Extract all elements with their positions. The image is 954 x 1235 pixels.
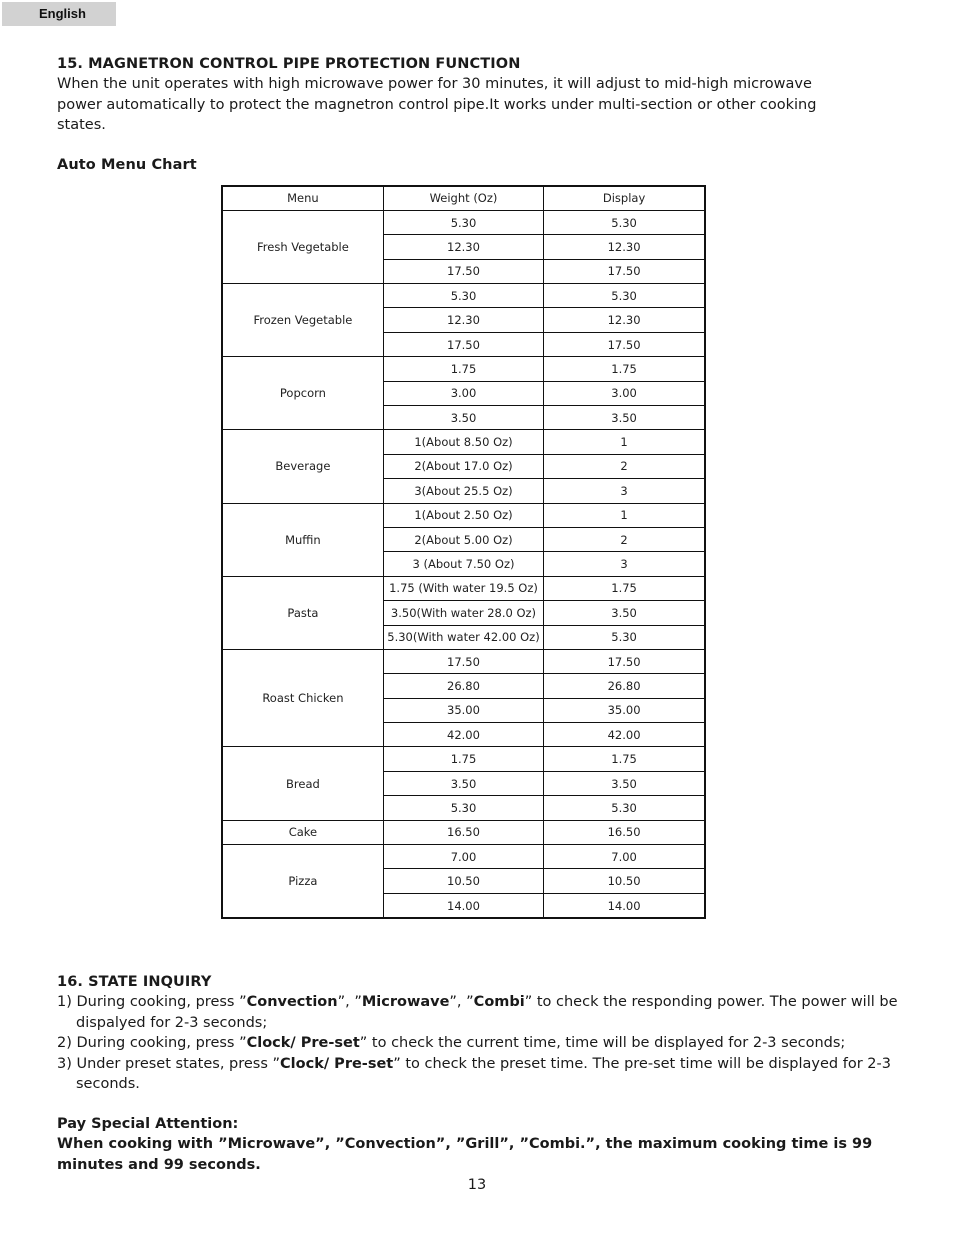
display-cell: 3 xyxy=(544,479,705,503)
menu-name-cell: Bread xyxy=(222,747,383,820)
table-row xyxy=(222,845,705,869)
display-cell: 10.50 xyxy=(544,869,705,893)
weight-cell: 3.50(With water 28.0 Oz) xyxy=(383,601,543,625)
weight-cell: 3.00 xyxy=(383,381,543,405)
menu-name-cell: Pasta xyxy=(222,576,383,649)
display-cell: 5.30 xyxy=(544,284,705,308)
display-cell: 14.00 xyxy=(544,893,705,918)
weight-cell: 26.80 xyxy=(383,674,543,698)
page-content xyxy=(57,54,907,1175)
weight-cell: 35.00 xyxy=(383,698,543,722)
menu-name-cell: Pizza xyxy=(222,845,383,919)
table-header-row xyxy=(222,186,705,211)
weight-cell: 7.00 xyxy=(383,845,543,869)
display-cell: 2 xyxy=(544,527,705,551)
display-cell: 12.30 xyxy=(544,235,705,259)
display-cell: 35.00 xyxy=(544,698,705,722)
table-row xyxy=(222,576,705,600)
weight-cell: 16.50 xyxy=(383,820,543,844)
weight-cell: 2(About 17.0 Oz) xyxy=(383,454,543,478)
weight-cell: 5.30(With water 42.00 Oz) xyxy=(383,625,543,649)
weight-cell: 3(About 25.5 Oz) xyxy=(383,479,543,503)
weight-cell: 5.30 xyxy=(383,796,543,820)
display-cell: 3.50 xyxy=(544,406,705,430)
weight-cell: 17.50 xyxy=(383,259,543,283)
table-row xyxy=(222,503,705,527)
list-item: 1) During cooking, press ”Convection”, ”Microwave”, ”Combi” to check the responding power. The power will be dispalyed for 2-3 seconds; xyxy=(57,994,898,1031)
weight-cell: 17.50 xyxy=(383,332,543,356)
display-cell: 1 xyxy=(544,430,705,454)
display-cell: 42.00 xyxy=(544,723,705,747)
weight-cell: 1(About 2.50 Oz) xyxy=(383,503,543,527)
auto-menu-table xyxy=(221,185,706,920)
weight-cell: 1.75 xyxy=(383,357,543,381)
display-cell: 1 xyxy=(544,503,705,527)
attention-title: Pay Special Attention: xyxy=(57,1115,239,1132)
auto-menu-chart-title: Auto Menu Chart xyxy=(57,156,197,173)
weight-cell: 10.50 xyxy=(383,869,543,893)
table-row xyxy=(222,649,705,673)
weight-cell: 17.50 xyxy=(383,649,543,673)
language-tab: English xyxy=(2,2,116,26)
display-cell: 5.30 xyxy=(544,796,705,820)
section-16-title: 16. STATE INQUIRY xyxy=(57,974,212,991)
display-cell: 26.80 xyxy=(544,674,705,698)
menu-name-cell: Fresh Vegetable xyxy=(222,210,383,283)
weight-cell: 5.30 xyxy=(383,284,543,308)
weight-cell: 5.30 xyxy=(383,210,543,234)
menu-name-cell: Roast Chicken xyxy=(222,649,383,747)
table-row xyxy=(222,284,705,308)
weight-cell: 1(About 8.50 Oz) xyxy=(383,430,543,454)
menu-name-cell: Frozen Vegetable xyxy=(222,284,383,357)
auto-menu-chart xyxy=(221,185,706,920)
display-cell: 1.75 xyxy=(544,357,705,381)
weight-cell: 1.75 xyxy=(383,747,543,771)
section-15-title: 15. MAGNETRON CONTROL PIPE PROTECTION FUNCTION xyxy=(57,56,521,72)
menu-name-cell: Cake xyxy=(222,820,383,844)
display-cell: 3.50 xyxy=(544,771,705,795)
page-number: 13 xyxy=(467,1177,487,1193)
column-header-weight: Weight (Oz) xyxy=(383,186,543,211)
weight-cell: 14.00 xyxy=(383,893,543,918)
display-cell: 5.30 xyxy=(544,625,705,649)
column-header-display: Display xyxy=(544,186,705,211)
display-cell: 17.50 xyxy=(544,649,705,673)
display-cell: 5.30 xyxy=(544,210,705,234)
list-item: 2) During cooking, press ”Clock/ Pre-set” to check the current time, time will be displayed for 2-3 seconds; xyxy=(57,1035,846,1052)
display-cell: 16.50 xyxy=(544,820,705,844)
display-cell: 7.00 xyxy=(544,845,705,869)
menu-name-cell: Popcorn xyxy=(222,357,383,430)
menu-name-cell: Beverage xyxy=(222,430,383,503)
special-attention xyxy=(57,1114,907,1176)
weight-cell: 1.75 (With water 19.5 Oz) xyxy=(383,576,543,600)
auto-menu-table-body xyxy=(222,210,705,918)
column-header-menu: Menu xyxy=(222,186,383,211)
display-cell: 17.50 xyxy=(544,259,705,283)
weight-cell: 12.30 xyxy=(383,308,543,332)
display-cell: 2 xyxy=(544,454,705,478)
section-16 xyxy=(57,972,907,1095)
weight-cell: 2(About 5.00 Oz) xyxy=(383,527,543,551)
table-row xyxy=(222,357,705,381)
attention-body: When cooking with ”Microwave”, ”Convection”, ”Grill”, ”Combi.”, the maximum cooking time is 99 minutes and 99 seconds. xyxy=(57,1136,873,1173)
display-cell: 1.75 xyxy=(544,576,705,600)
display-cell: 3 xyxy=(544,552,705,576)
table-row xyxy=(222,430,705,454)
table-row xyxy=(222,747,705,771)
table-row xyxy=(222,210,705,234)
state-inquiry-list xyxy=(57,992,907,1095)
display-cell: 3.50 xyxy=(544,601,705,625)
display-cell: 1.75 xyxy=(544,747,705,771)
table-row xyxy=(222,820,705,844)
weight-cell: 3 (About 7.50 Oz) xyxy=(383,552,543,576)
display-cell: 17.50 xyxy=(544,332,705,356)
display-cell: 12.30 xyxy=(544,308,705,332)
section-15-body: When the unit operates with high microwave power for 30 minutes, it will adjust to mid-high microwave power automatically to protect the magnetron control pipe.It works under multi-section or other cooking states. xyxy=(57,76,817,133)
display-cell: 3.00 xyxy=(544,381,705,405)
menu-name-cell: Muffin xyxy=(222,503,383,576)
list-item: 3) Under preset states, press ”Clock/ Pre-set” to check the preset time. The pre-set time will be displayed for 2-3 seconds. xyxy=(57,1055,891,1093)
weight-cell: 42.00 xyxy=(383,723,543,747)
weight-cell: 3.50 xyxy=(383,406,543,430)
weight-cell: 3.50 xyxy=(383,771,543,795)
weight-cell: 12.30 xyxy=(383,235,543,259)
